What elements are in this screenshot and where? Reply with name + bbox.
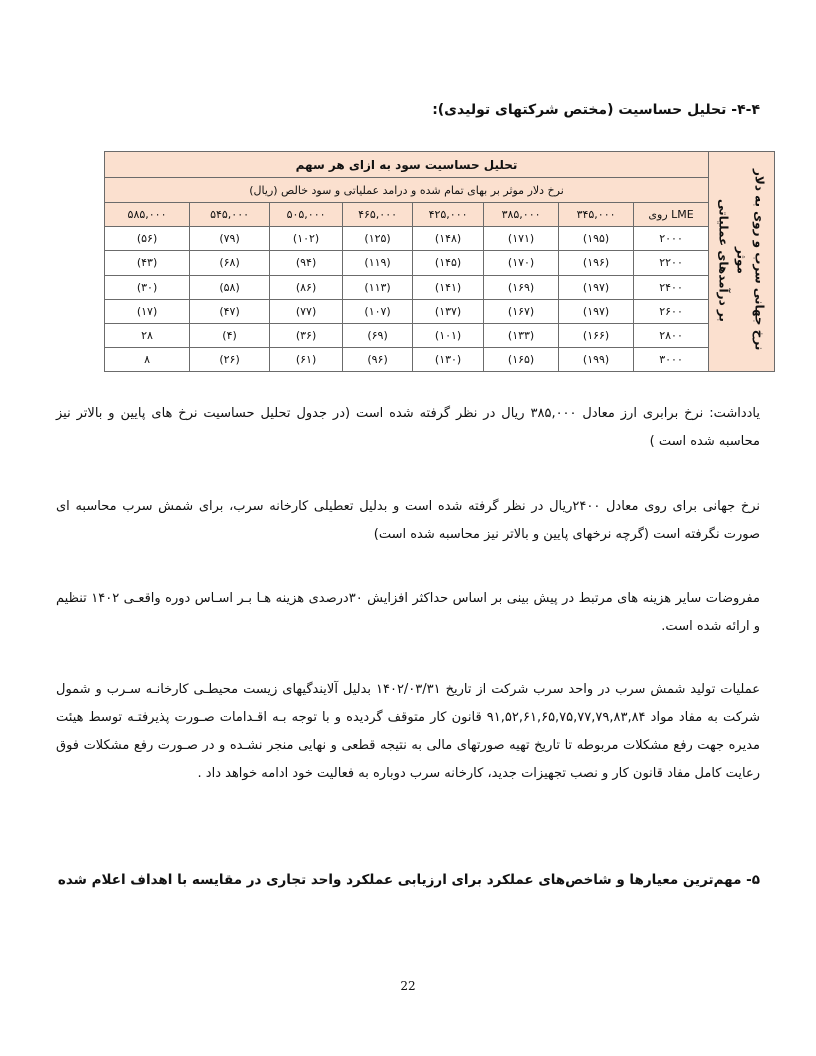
table-cell: (۱۳۷) bbox=[413, 299, 484, 323]
table-row bbox=[105, 347, 775, 371]
table-cell: (۷۹) bbox=[190, 227, 270, 251]
table-cell: (۹۴) bbox=[270, 251, 343, 275]
table-cell: (۶۱) bbox=[270, 347, 343, 371]
sensitivity-table bbox=[104, 151, 775, 372]
table-cell: (۱۶۷) bbox=[484, 299, 559, 323]
paragraph-lead-operations: عملیات تولید شمش سرب در واحد سرب شرکت از تاریخ ۱۴۰۲/۰۳/۳۱ بدلیل آلایندگیهای زیست محیطـی کارخانـه سـرب و شمول شرکت به مفاد مواد ۹۱,۵۲,۶۱,۶۵,۷۵,۷۷,۷۹,۸۳,۸۴ قانون کار متوقف گردیده و با توجه بـه اقـدامات صـورت پذیرفتـه توسط هیئت مدیره جهت رفع مشکلات مربوطه تا تاریخ تهیه صورتهای مالی به نتیجه قطعی و نهایی منجر نشـده و در صـورت رفع مشکلات فوق رعایت کامل مفاد قانون کار و نصب تجهیزات جدید، کارخانه سرب دوباره به فعالیت خود ادامه خواهد داد . bbox=[56, 682, 760, 781]
table-cell: (۵۶) bbox=[105, 227, 190, 251]
table-side-label-cell bbox=[709, 152, 775, 372]
table-cell: (۳۶) bbox=[270, 323, 343, 347]
table-row bbox=[105, 251, 775, 275]
table-cell: (۱۴۸) bbox=[413, 227, 484, 251]
table-row-label: ۲۴۰۰ bbox=[634, 275, 709, 299]
table-row-label: ۳۰۰۰ bbox=[634, 347, 709, 371]
table-cell: (۱۱۹) bbox=[343, 251, 413, 275]
table-column-header-row bbox=[105, 203, 775, 227]
table-row bbox=[105, 227, 775, 251]
paragraph-zinc-rate: نرخ جهانی برای روی معادل ۲۴۰۰ریال در نظر گرفته شده است و بدلیل تعطیلی کارخانه سرب، برای شمش سرب محاسبه ای صورت نگرفته است (گرچه نرخهای پایین و بالاتر نیز محاسبه شده است) bbox=[56, 499, 760, 542]
table-column-header: ۴۲۵,۰۰۰ bbox=[413, 203, 484, 227]
table-cell: (۱۳۳) bbox=[484, 323, 559, 347]
section-heading-5: ۵- مهم‌ترین معیارها و شاخص‌های عملکرد برای ارزیابی عملکرد واحد تجاری در مقایسه با اهداف اعلام شده bbox=[57, 872, 760, 888]
table-cell: (۱۴۵) bbox=[413, 251, 484, 275]
table-cell: (۲۶) bbox=[190, 347, 270, 371]
table-cell: (۳۰) bbox=[105, 275, 190, 299]
table-title: تحلیل حساسیت سود به ازای هر سهم bbox=[105, 152, 709, 178]
table-cell: (۷۷) bbox=[270, 299, 343, 323]
table-side-label: نرخ جهانی سرب و روی به دلار موثر بر درآمدهای عملیاتی bbox=[716, 169, 767, 351]
table-cell: (۱۹۷) bbox=[559, 275, 634, 299]
sensitivity-table-wrapper bbox=[104, 151, 772, 372]
table-row bbox=[105, 275, 775, 299]
table-subtitle: نرخ دلار موثر بر بهای تمام شده و درامد عملیاتی و سود خالص (ریال) bbox=[105, 178, 709, 203]
table-row-label: ۲۸۰۰ bbox=[634, 323, 709, 347]
table-row bbox=[105, 323, 775, 347]
table-cell: (۶۹) bbox=[343, 323, 413, 347]
table-cell: (۱۶۵) bbox=[484, 347, 559, 371]
table-cell: (۱۹۹) bbox=[559, 347, 634, 371]
paragraph-note: یادداشت: نرخ برابری ارز معادل ۳۸۵,۰۰۰ ریال در نظر گرفته شده است (در جدول تحلیل حساسیت نرخ های پایین و بالاتر نیز محاسبه شده است ) bbox=[56, 406, 761, 449]
table-cell: (۱۰۱) bbox=[413, 323, 484, 347]
table-cell: (۱۳۰) bbox=[413, 347, 484, 371]
table-cell: (۱۶۹) bbox=[484, 275, 559, 299]
table-column-header: ۵۸۵,۰۰۰ bbox=[105, 203, 190, 227]
table-column-header: ۳۴۵,۰۰۰ bbox=[559, 203, 634, 227]
table-row-label: ۲۲۰۰ bbox=[634, 251, 709, 275]
table-cell: (۴۷) bbox=[190, 299, 270, 323]
table-cell: (۴۳) bbox=[105, 251, 190, 275]
table-cell: (۱۹۷) bbox=[559, 299, 634, 323]
table-cell: (۴) bbox=[190, 323, 270, 347]
table-cell: ۲۸ bbox=[105, 323, 190, 347]
table-cell: (۹۶) bbox=[343, 347, 413, 371]
table-column-header: ۴۶۵,۰۰۰ bbox=[343, 203, 413, 227]
table-cell: (۵۸) bbox=[190, 275, 270, 299]
section-heading-4-4: ۴-۴- تحلیل حساسیت (مختص شرکتهای تولیدی): bbox=[432, 102, 760, 118]
table-cell: (۱۷۰) bbox=[484, 251, 559, 275]
table-cell: (۸۶) bbox=[270, 275, 343, 299]
table-cell: (۱۶۶) bbox=[559, 323, 634, 347]
table-cell: (۱۲۵) bbox=[343, 227, 413, 251]
table-cell: (۱۱۳) bbox=[343, 275, 413, 299]
table-cell: (۱۴۱) bbox=[413, 275, 484, 299]
table-column-header: ۵۴۵,۰۰۰ bbox=[190, 203, 270, 227]
table-cell: (۱۹۵) bbox=[559, 227, 634, 251]
table-row-label: ۲۰۰۰ bbox=[634, 227, 709, 251]
table-row-label: ۲۶۰۰ bbox=[634, 299, 709, 323]
table-row bbox=[105, 299, 775, 323]
paragraph-cost-assumptions: مفروضات سایر هزینه های مرتبط در پیش بینی بر اساس حداکثر افزایش ۳۰درصدی هزینه هـا بـر اسـاس دوره واقعـی ۱۴۰۲ تنظیم و ارائه شده است. bbox=[56, 591, 760, 634]
table-corner-label: LME روی bbox=[634, 203, 709, 227]
table-cell: ۸ bbox=[105, 347, 190, 371]
table-column-header: ۳۸۵,۰۰۰ bbox=[484, 203, 559, 227]
table-cell: (۱۰۲) bbox=[270, 227, 343, 251]
table-cell: (۱۷۱) bbox=[484, 227, 559, 251]
table-cell: (۶۸) bbox=[190, 251, 270, 275]
page-number: 22 bbox=[400, 979, 416, 993]
table-cell: (۱۰۷) bbox=[343, 299, 413, 323]
table-column-header: ۵۰۵,۰۰۰ bbox=[270, 203, 343, 227]
table-cell: (۱۹۶) bbox=[559, 251, 634, 275]
table-cell: (۱۷) bbox=[105, 299, 190, 323]
